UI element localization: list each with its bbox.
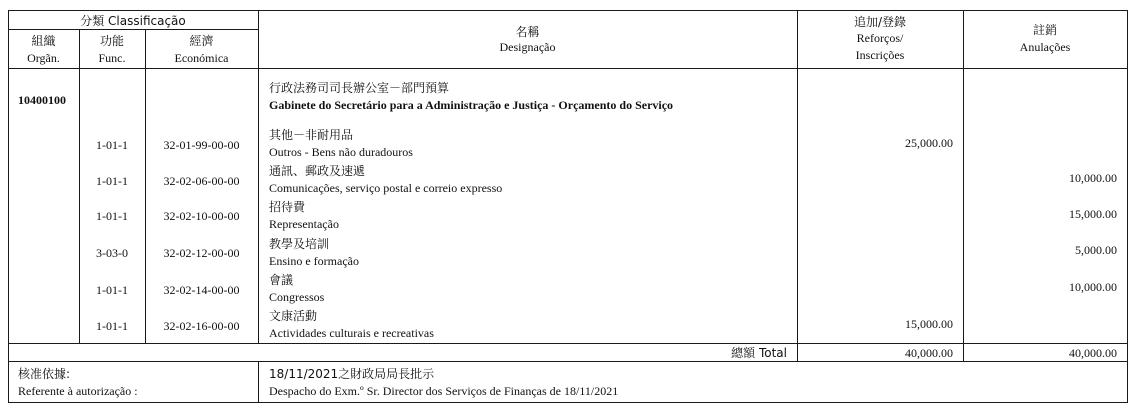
classification-designation-divider: [258, 10, 259, 344]
designation-header-pt: Designação: [499, 40, 556, 54]
anulacao-header-pt: Anulações: [1019, 40, 1071, 54]
designation-header-zh: 名稱: [515, 25, 540, 39]
organ-header-zh: 組織: [31, 34, 56, 48]
total-bottom-border: [8, 361, 1128, 362]
func-code: 1-01-1: [96, 138, 128, 152]
econ-code: 32-02-06-00-00: [163, 174, 240, 188]
total-reforco: 40,000.00: [905, 346, 953, 360]
econ-code: 32-02-12-00-00: [163, 246, 240, 260]
anulacao-value: 10,000.00: [1069, 171, 1117, 185]
anulacao-value: 15,000.00: [1069, 207, 1117, 221]
reforco-header-pt1: Reforços/: [856, 31, 904, 45]
reforco-header-zh: 追加/登錄: [853, 15, 907, 29]
item-name-zh: 教學及培訓: [269, 237, 330, 251]
total-label: 總額 Total: [731, 346, 787, 360]
reforco-anulacao-divider: [963, 10, 964, 362]
header-bottom-border: [8, 68, 1128, 69]
item-name-pt: Congressos: [269, 290, 325, 304]
authorization-text-zh: 18/11/2021之財政局局長批示: [269, 367, 435, 381]
econ-code: 32-01-99-00-00: [163, 138, 240, 152]
item-name-pt: Comunicações, serviço postal e correio expresso: [269, 181, 503, 195]
func-code: 3-03-0: [96, 246, 128, 260]
func-header-zh: 功能: [99, 34, 124, 48]
func-code: 1-01-1: [96, 209, 128, 223]
econ-header-zh: 經濟: [189, 34, 214, 48]
anulacao-value: 10,000.00: [1069, 280, 1117, 294]
authorization-label-pt: Referente à autorização :: [18, 384, 138, 398]
authorization-text-pt: Despacho do Exm.º Sr. Director dos Serviços de Finanças de 18/11/2021: [269, 384, 619, 398]
designation-reforco-divider: [797, 10, 798, 362]
classification-underline: [8, 29, 258, 30]
item-name-zh: 招待費: [269, 200, 306, 214]
footer-divider: [258, 361, 259, 403]
anulacao-value: 5,000.00: [1075, 243, 1117, 257]
reforco-value: 25,000.00: [905, 136, 953, 150]
table-left-border: [8, 10, 9, 403]
item-name-pt: Ensino e formação: [269, 254, 359, 268]
item-name-pt: Representação: [269, 217, 339, 231]
econ-code: 32-02-16-00-00: [163, 319, 240, 333]
classification-header: 分類 Classificação: [80, 14, 186, 28]
item-name-zh: 其他－非耐用品: [269, 128, 354, 142]
econ-code: 32-02-10-00-00: [163, 209, 240, 223]
organ-code: 10400100: [18, 93, 66, 107]
item-name-pt: Actividades culturais e recreativas: [269, 326, 434, 340]
table-right-border: [1127, 10, 1128, 403]
department-name-zh: 行政法務司司長辦公室－部門預算: [269, 81, 450, 95]
item-name-pt: Outros - Bens não duradouros: [269, 145, 413, 159]
func-code: 1-01-1: [96, 283, 128, 297]
total-anulacao: 40,000.00: [1069, 346, 1117, 360]
body-bottom-border: [8, 343, 1128, 344]
footer-bottom-border: [8, 402, 1128, 403]
item-name-zh: 通訊、郵政及速遞: [269, 164, 366, 178]
anulacao-header-zh: 註銷: [1032, 23, 1057, 37]
reforco-header-pt2: Inscrições: [855, 48, 905, 62]
table-top-border: [8, 10, 1128, 11]
func-code: 1-01-1: [96, 319, 128, 333]
econ-header-pt: Económica: [174, 51, 229, 65]
authorization-label-zh: 核准依據:: [18, 367, 71, 381]
func-header-pt: Func.: [98, 51, 126, 65]
item-name-zh: 會議: [269, 273, 294, 287]
reforco-value: 15,000.00: [905, 317, 953, 331]
department-name-pt: Gabinete do Secretário para a Administração e Justiça - Orçamento do Serviço: [269, 98, 674, 112]
item-name-zh: 文康活動: [269, 309, 318, 323]
econ-code: 32-02-14-00-00: [163, 283, 240, 297]
func-code: 1-01-1: [96, 174, 128, 188]
organ-header-pt: Orgãn.: [27, 51, 60, 65]
